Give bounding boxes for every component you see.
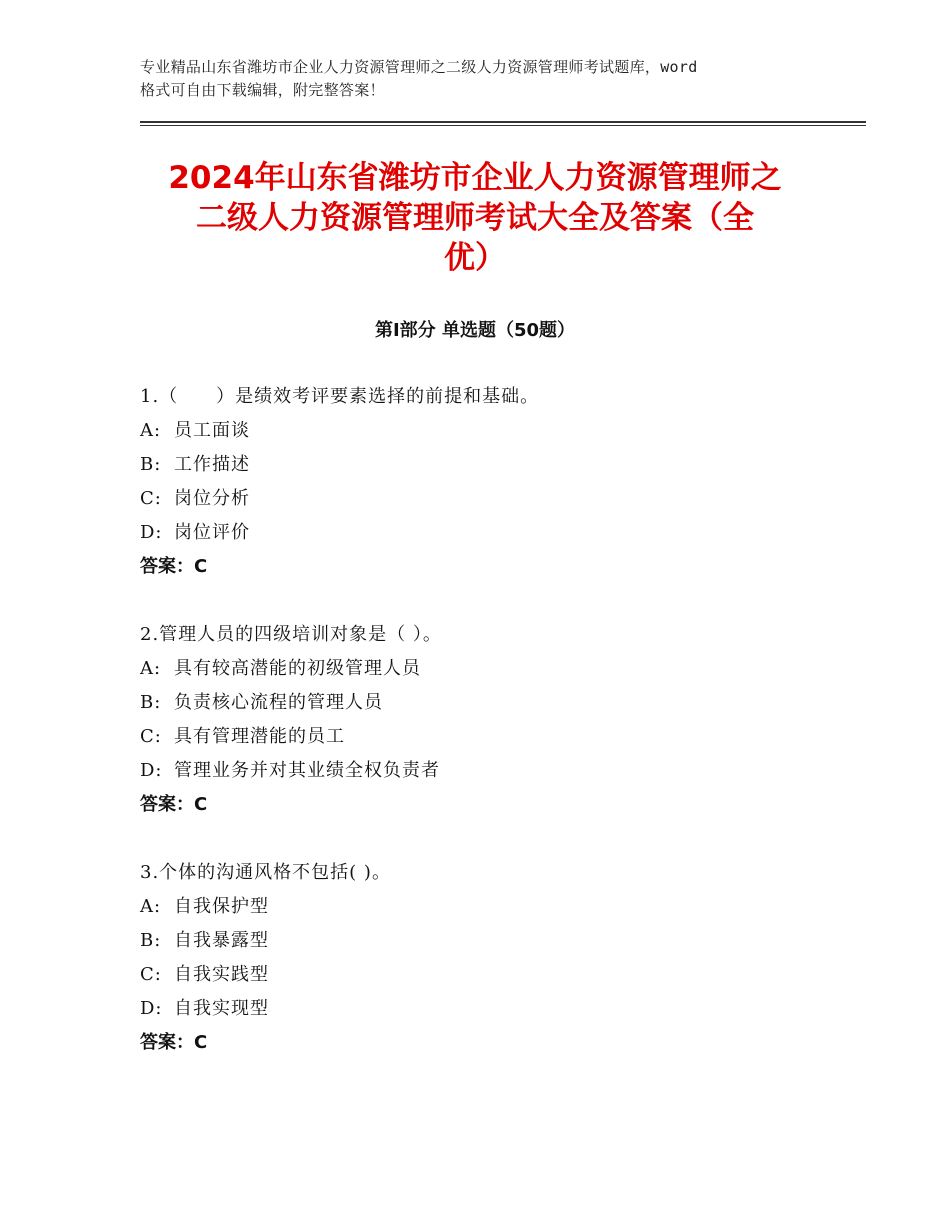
option-key: A: [140,420,162,441]
section-heading: 第Ⅰ部分 单选题（50题） [374,320,575,341]
option-c [140,720,840,754]
option-key: A: [140,896,162,917]
option-key: D: [140,998,163,1019]
option-c [140,958,840,992]
question-stem: 3.个体的沟通风格不包括( )。 [140,862,391,883]
question-stem: 1.（ ）是绩效考评要素选择的前提和基础。 [140,386,540,407]
option-text: 岗位分析 [174,488,250,509]
option-key: D: [140,760,163,781]
option-d [140,516,840,550]
header-divider-thin [140,125,866,126]
option-text: 自我实践型 [174,964,269,985]
answer-line: 答案：C [140,1032,208,1053]
answer-line: 答案：C [140,556,208,577]
document-title-line-3: 优） [444,240,506,276]
option-text: 自我实现型 [174,998,269,1019]
answer-line: 答案：C [140,794,208,815]
option-key: B: [140,930,162,951]
option-text: 具有管理潜能的员工 [174,726,345,747]
document-title [140,158,810,278]
option-b [140,448,840,482]
option-a [140,652,840,686]
option-key: C: [140,964,162,985]
question-list [140,380,840,1094]
option-text: 自我保护型 [174,896,269,917]
question-2 [140,618,840,822]
question-stem: 2.管理人员的四级培训对象是（ ）。 [140,624,442,645]
option-b [140,924,840,958]
option-key: C: [140,726,162,747]
option-text: 管理业务并对其业绩全权负责者 [174,760,440,781]
option-c [140,482,840,516]
option-text: 具有较高潜能的初级管理人员 [174,658,421,679]
option-text: 员工面谈 [174,420,250,441]
option-key: B: [140,454,162,475]
option-text: 工作描述 [174,454,250,475]
header-note [140,56,830,102]
header-divider-thick [140,121,866,123]
option-key: D: [140,522,163,543]
option-a [140,890,840,924]
option-text: 自我暴露型 [174,930,269,951]
document-title-line-2: 二级人力资源管理师考试大全及答案（全 [196,200,754,236]
option-text: 负责核心流程的管理人员 [174,692,383,713]
question-1 [140,380,840,584]
option-d [140,992,840,1026]
question-3 [140,856,840,1060]
option-d [140,754,840,788]
option-key: A: [140,658,162,679]
document-title-line-1: 2024年山东省潍坊市企业人力资源管理师之 [168,160,782,196]
header-note-line-2: 格式可自由下载编辑，附完整答案！ [140,81,385,99]
option-key: B: [140,692,162,713]
option-key: C: [140,488,162,509]
header-note-line-1: 专业精品山东省潍坊市企业人力资源管理师之二级人力资源管理师考试题库，word [140,58,698,76]
option-b [140,686,840,720]
option-text: 岗位评价 [174,522,250,543]
option-a [140,414,840,448]
